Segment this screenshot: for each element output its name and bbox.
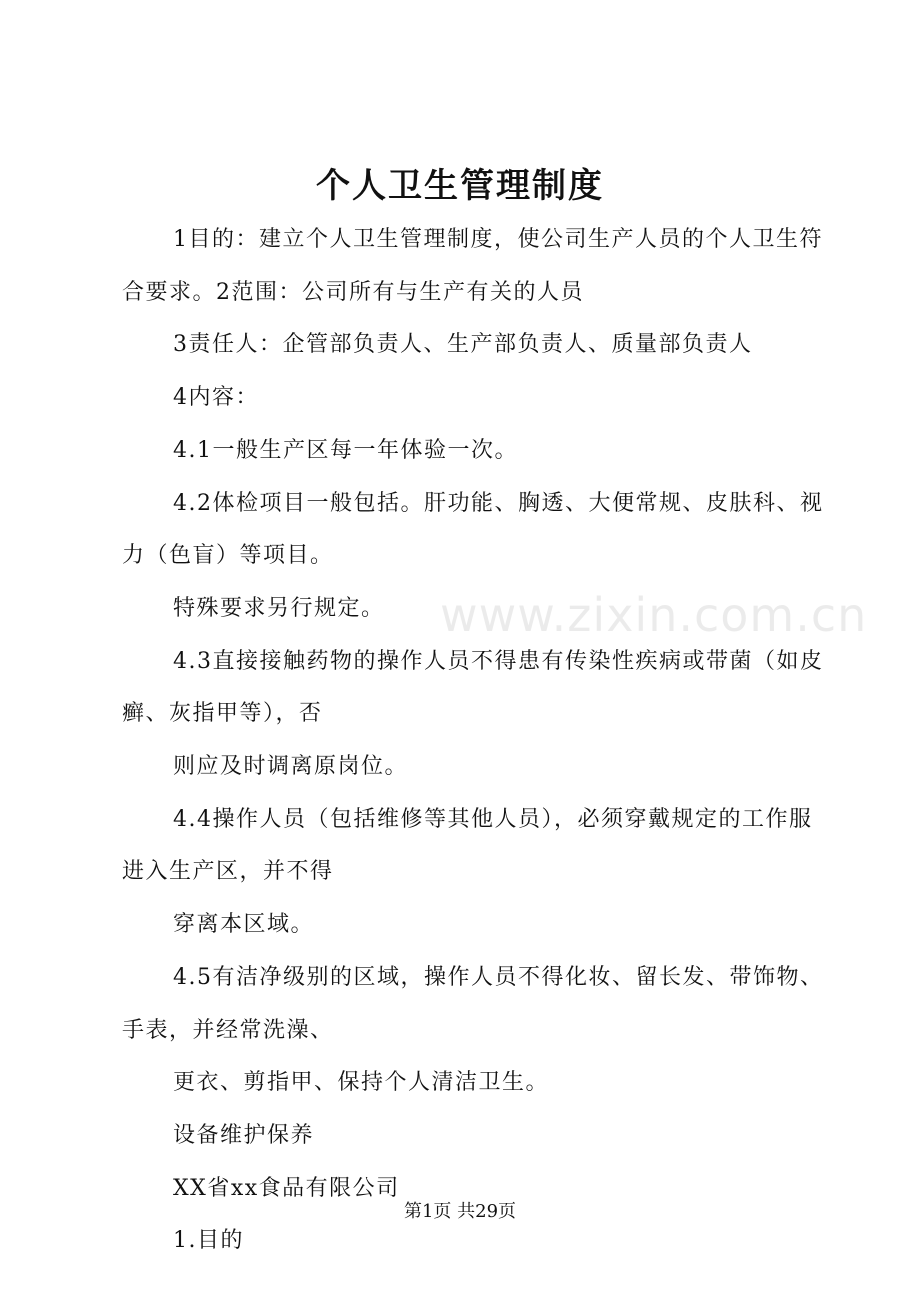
paragraph-4-4: 4.4操作人员（包括维修等其他人员），必须穿戴规定的工作服进入生产区，并不得 [122, 806, 813, 885]
paragraph-equipment-maintenance: 设备维护保养 [173, 1122, 315, 1148]
paragraph-4-5: 4.5有洁净级别的区域，操作人员不得化妆、留长发、带饰物、手表，并经常洗澡、 [122, 964, 824, 1043]
paragraph-purpose-heading: 1.目的 [173, 1228, 244, 1254]
paragraph-4-3-continued: 则应及时调离原岗位。 [173, 754, 409, 780]
paragraph-company-name: XX省xx食品有限公司 [173, 1175, 400, 1201]
paragraph-4-2: 4.2体检项目一般包括。肝功能、胸透、大便常规、皮肤科、视力（色盲）等项目。 [122, 490, 824, 569]
paragraph-content-heading: 4内容： [173, 385, 259, 411]
document-title: 个人卫生管理制度 [316, 166, 604, 206]
paragraph-4-1: 4.1一般生产区每一年体验一次。 [173, 437, 518, 463]
page-footer: 第1页 共29页 [403, 1201, 517, 1222]
paragraph-purpose-scope: 1目的：建立个人卫生管理制度，使公司生产人员的个人卫生符合要求。2范围：公司所有与生产有关的人员 [122, 227, 823, 305]
paragraph-special-requirements: 特殊要求另行规定。 [173, 595, 385, 621]
watermark: www.zixin.com.cn [440, 588, 868, 642]
paragraph-responsible: 3责任人：企管部负责人、生产部负责人、质量部负责人 [173, 332, 753, 358]
paragraph-4-5-continued: 更衣、剪指甲、保持个人清洁卫生。 [173, 1070, 550, 1096]
paragraph-4-4-continued: 穿离本区域。 [173, 912, 315, 938]
document-body [122, 214, 868, 1268]
paragraph-4-3: 4.3直接接触药物的操作人员不得患有传染性疾病或带菌（如皮癣、灰指甲等），否 [122, 648, 824, 727]
